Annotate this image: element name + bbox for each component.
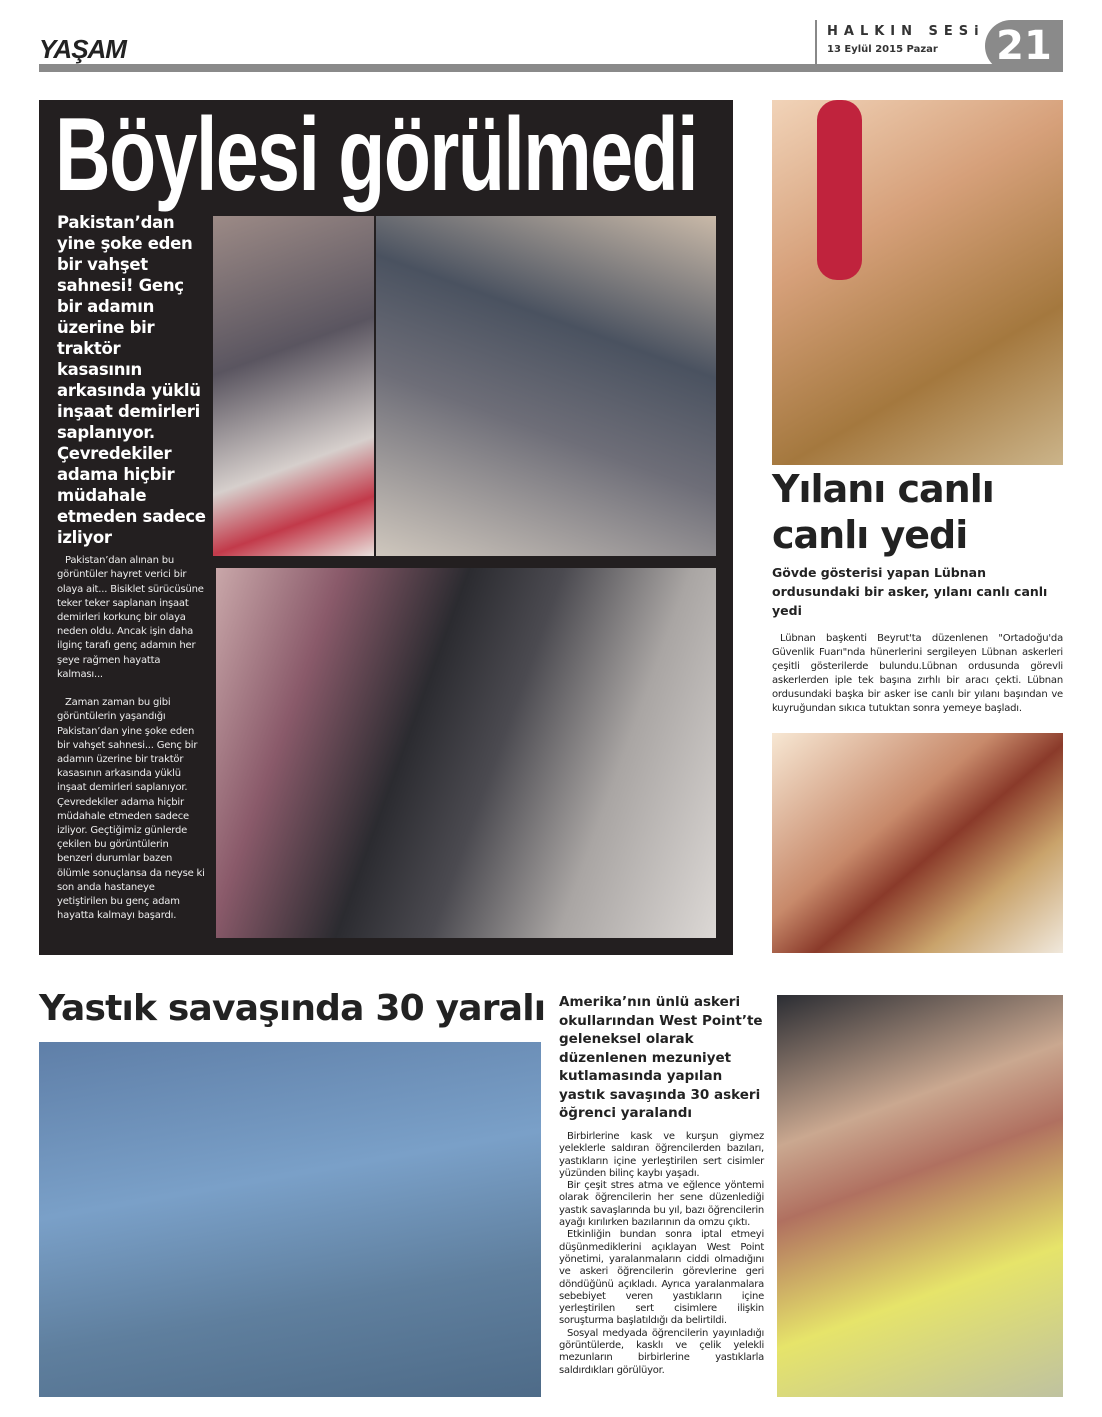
photo-rebar-victim-right <box>376 216 716 556</box>
paragraph: Birbirlerine kask ve kurşun giymez yeleklerle saldıran öğrencilerden bazıları, yastıkların içine yerleştirilen sert cisimler yüzünden bilinç kaybı yaşadı. <box>559 1131 764 1179</box>
photo-rebar-victim-left <box>213 216 374 556</box>
photo-soldier-eating-snake <box>772 100 1063 465</box>
issue-date: 13 Eylül 2015 Pazar <box>827 44 938 55</box>
masthead <box>815 20 995 66</box>
headline-snake: Yılanı canlı canlı yedi <box>772 467 994 557</box>
paragraph: Bir çeşit stres atma ve eğlence yöntemi olarak öğrencilerin her sene düzenlediği yastık savaşlarında bu yıl, bazı öğrencilerin ayağı kırılırken bazılarının da omzu çıktı. <box>559 1180 764 1229</box>
headline-pillow-fight: Yastık savaşında 30 yaralı <box>39 988 546 1029</box>
headline-pakistan: Böylesi görülmedi <box>55 97 697 213</box>
paragraph: Zaman zaman bu gibi görüntülerin yaşandığı Pakistan’dan yine şoke eden bir vahşet sahnesi... Genç bir adamın üzerine bir traktör kasasının arkasında yüklü inşaat demirleri saplanıyor. Çevredekiler adama hiçbir müdahale etmeden sadece izliyor. Geçtiğimiz günlerde çekilen bu görüntülerin benzeri durumlar bazen ölümle sonuçlansa da neyse ki son anda hastaneye yetiştirilen bu genç adam hayatta kalmayı başardı. <box>57 697 205 922</box>
photo-tractor-crowd <box>216 568 716 938</box>
lead-pillow-fight: Amerika’nın ünlü askeri okullarından West Point’te geleneksel olarak düzenlenen mezuniyet kutlamasında yapılan yastık savaşında 30 askeri öğrenci yaralandı <box>559 994 763 1121</box>
photo-pillow-fight <box>39 1042 541 1397</box>
lead-pakistan: Pakistan’dan yine şoke eden bir vahşet sahnesi! Genç bir adamın üzerine bir traktör kasasının arkasında yüklü inşaat demirleri saplanıyor. Çevredekiler adama hiçbir müdahale etmeden sadece izliyor <box>57 213 206 547</box>
photo-injured-cadet <box>777 995 1063 1397</box>
page-number: 21 <box>985 20 1063 72</box>
photo-soldier-biting-snake <box>772 733 1063 953</box>
body-pakistan <box>57 540 207 938</box>
body-snake: Lübnan başkenti Beyrut'ta düzenlenen "Ortadoğu'da Güvenlik Fuarı"nda hünerlerini sergileyen Lübnan askerleri çeşitli gösterilerde bulundu.Lübnan ordusunda görevli askerlerden iple tek başına zırhlı bir aracı çekti. Lübnan ordusundaki başka bir asker ise canlı bir yılanı başından ve kuyruğundan sıkıca tutuktan sonra yemeye başladı. <box>772 633 1063 714</box>
paragraph: Etkinliğin bundan sonra iptal etmeyi düşünmediklerini açıklayan West Point yönetimi, yaralanmaların ciddi olmadığını ve askeri öğrencilerin görevlerine geri döndüğünü açıkladı. Ayrıca yaralanmalara sebebiyet veren yastıkların içine yerleştirilen sert cisimlere ilişkin soruşturma başlatıldığı da belirtildi. <box>559 1229 764 1327</box>
subhead-snake: Gövde gösterisi yapan Lübnan ordusundaki bir asker, yılanı canlı canlı yedi <box>772 565 1048 618</box>
paragraph: Pakistan’dan alınan bu görüntüler hayret verici bir olaya ait... Bisiklet sürücüsüne teker teker saplanan inşaat demirleri korkunç bir olaya neden oldu. Ancak işin daha ilginç tarafı genç adamın her şeye rağmen hayatta kalması... <box>57 555 204 680</box>
paragraph: Sosyal medyada öğrencilerin yayınladığı görüntülerde, kasklı ve çelik yelekli mezunların birbirlerine yastıklarla saldırdıkları görülüyor. <box>559 1327 764 1376</box>
section-title: YAŞAM <box>39 34 126 64</box>
body-pillow-fight <box>559 1131 764 1377</box>
paper-name: HALKIN SESi <box>827 24 985 39</box>
